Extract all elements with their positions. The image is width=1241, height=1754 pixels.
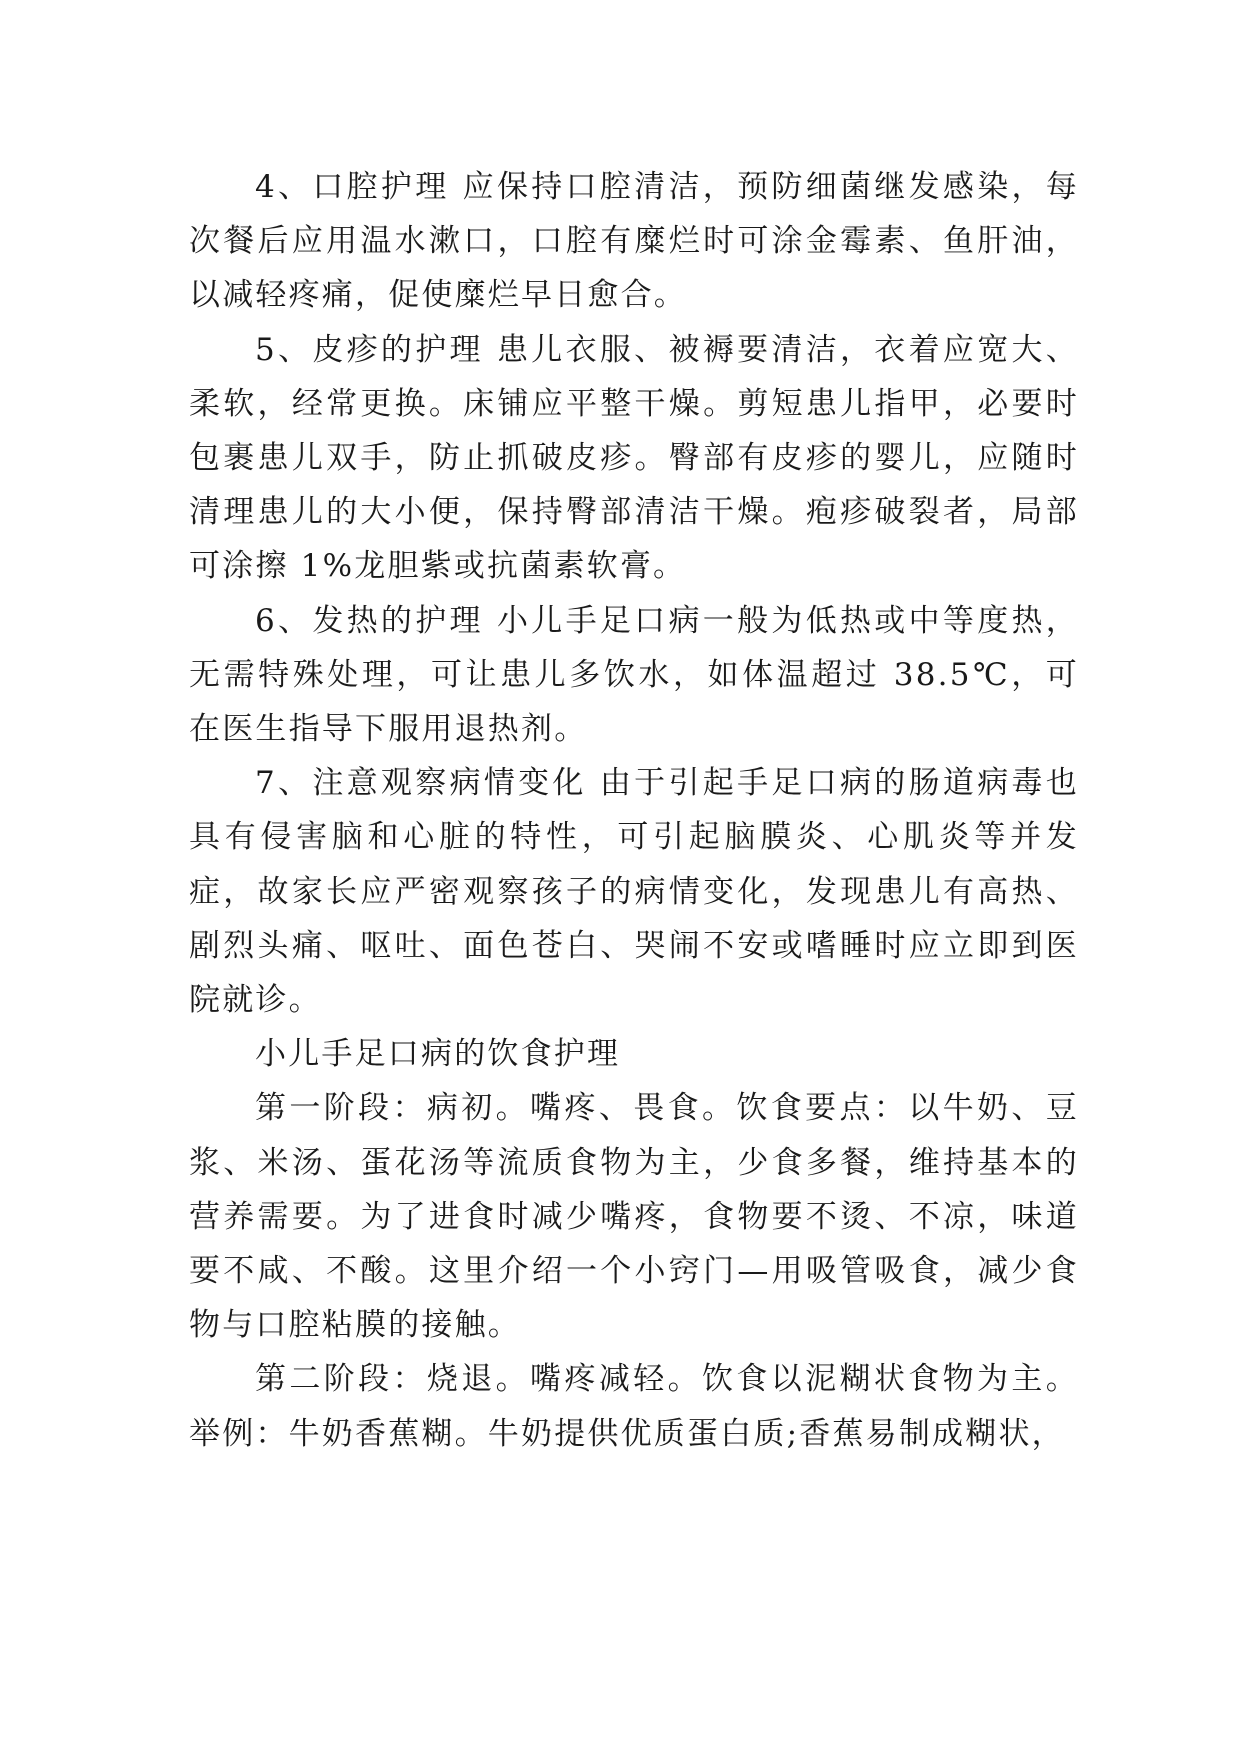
section-heading-diet-care: 小儿手足口病的饮食护理 xyxy=(255,1036,621,1073)
paragraph-observe-changes: 7、注意观察病情变化 由于引起手足口病的肠道病毒也具有侵害脑和心脏的特性，可引起脑膜炎、心肌炎等并发症，故家长应严密观察孩子的病情变化，发现患儿有高热、剧烈头痛、呕吐、面色苍白、哭闹不安或嗜睡时应立即到医院就诊。 xyxy=(189,765,1079,1019)
document-page xyxy=(189,160,1079,1461)
paragraph-oral-care: 4、口腔护理 应保持口腔清洁，预防细菌继发感染，每次餐后应用温水漱口，口腔有糜烂时可涂金霉素、鱼肝油，以减轻疼痛，促使糜烂早日愈合。 xyxy=(189,169,1079,314)
paragraph-fever-care: 6、发热的护理 小儿手足口病一般为低热或中等度热，无需特殊处理，可让患儿多饮水，如体温超过 38.5℃，可在医生指导下服用退热剂。 xyxy=(189,602,1079,748)
paragraph-stage-one: 第一阶段：病初。嘴疼、畏食。饮食要点：以牛奶、豆浆、米汤、蛋花汤等流质食物为主，少食多餐，维持基本的营养需要。为了进食时减少嘴疼，食物要不烫、不凉，味道要不咸、不酸。这里介绍一个小窍门—用吸管吸食，减少食物与口腔粘膜的接触。 xyxy=(189,1090,1079,1344)
paragraph-stage-two: 第二阶段：烧退。嘴疼减轻。饮食以泥糊状食物为主。举例：牛奶香蕉糊。牛奶提供优质蛋白质;香蕉易制成糊状， xyxy=(189,1361,1079,1452)
paragraph-rash-care: 5、皮疹的护理 患儿衣服、被褥要清洁，衣着应宽大、柔软，经常更换。床铺应平整干燥。剪短患儿指甲，必要时包裹患儿双手，防止抓破皮疹。臀部有皮疹的婴儿，应随时清理患儿的大小便，保持臀部清洁干燥。疱疹破裂者，局部可涂擦 1%龙胆紫或抗菌素软膏。 xyxy=(189,331,1079,585)
